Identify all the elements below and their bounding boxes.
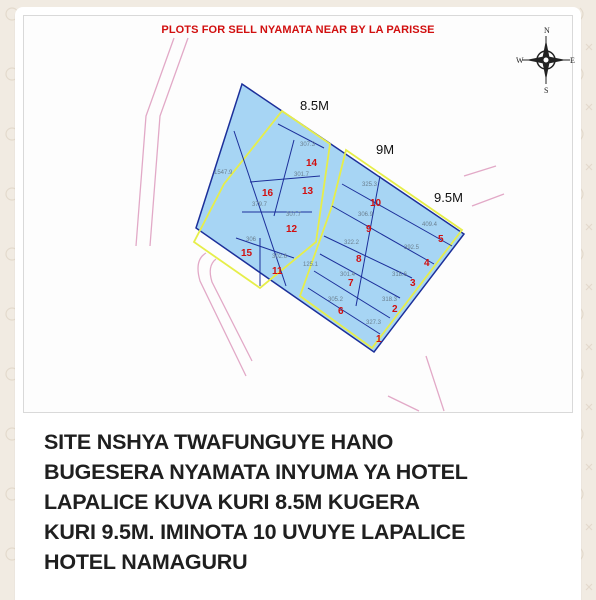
plot-number: 8 <box>356 254 362 265</box>
plot-number: 3 <box>410 278 416 289</box>
plot-area: 301.4 <box>340 272 356 278</box>
plot-number: 14 <box>306 158 318 169</box>
road-line <box>136 38 174 246</box>
plot-area: 306.9 <box>358 212 374 218</box>
road-line <box>426 356 444 411</box>
plot-number: 16 <box>262 188 274 199</box>
plot-number: 1 <box>376 334 382 345</box>
plot-area: 306 <box>246 237 257 243</box>
plot-number: 10 <box>370 198 382 209</box>
plot-number: 4 <box>424 258 430 269</box>
site-plan <box>24 16 575 412</box>
road-line <box>464 166 496 176</box>
message-bubble <box>15 7 581 600</box>
road-width-label: 9M <box>376 142 395 157</box>
compass-n: N <box>544 26 550 35</box>
plot-map-image[interactable] <box>23 15 573 413</box>
road-width-label: 9.5M <box>434 190 463 205</box>
plot-area: 409.4 <box>422 222 438 228</box>
plot-number: 9 <box>366 224 372 235</box>
message-caption <box>44 427 564 577</box>
plot-area: 327.3 <box>366 320 382 326</box>
plot-number: 11 <box>272 266 283 277</box>
plot-number: 7 <box>348 278 354 289</box>
plot-number: 13 <box>302 186 314 197</box>
plot-area: 301.7 <box>294 172 310 178</box>
plot-area: 318.6 <box>392 272 408 278</box>
plot-number: 2 <box>392 304 398 315</box>
road-line <box>150 38 188 246</box>
caption-line: SITE NSHYA TWAFUNGUYE HANO <box>44 430 394 454</box>
plot-number: 6 <box>338 306 344 317</box>
road-width-label: 8.5M <box>300 98 329 113</box>
parcel-area <box>196 84 464 352</box>
plan-title: PLOTS FOR SELL NYAMATA NEAR BY LA PARISSE <box>161 24 435 36</box>
road-line <box>388 396 419 411</box>
plot-area: 322.2 <box>344 240 360 246</box>
plot-area: 379.7 <box>252 202 268 208</box>
plot-number: 5 <box>438 234 444 245</box>
compass-s: S <box>544 86 549 95</box>
plot-area: 302.6 <box>272 254 288 260</box>
compass-w: W <box>516 56 524 65</box>
plot-area: 325.3 <box>362 182 378 188</box>
plot-area: 307.7 <box>286 212 302 218</box>
road-line <box>198 253 246 376</box>
plot-area: 392.5 <box>404 245 420 251</box>
caption-line: BUGESERA NYAMATA INYUMA YA HOTEL <box>44 460 468 484</box>
plot-area: 305.2 <box>328 297 344 303</box>
road-line <box>472 194 504 206</box>
plot-area: 1547.9 <box>214 170 233 176</box>
compass-icon <box>516 26 575 95</box>
caption-line: HOTEL NAMAGURU <box>44 550 248 574</box>
plot-area: 307.3 <box>300 142 316 148</box>
caption-line: KURI 9.5M. IMINOTA 10 UVUYE LAPALICE <box>44 520 466 544</box>
caption-line: LAPALICE KUVA KURI 8.5M KUGERA <box>44 490 420 514</box>
plot-area: 125.1 <box>303 262 319 268</box>
plot-area: 318.3 <box>382 297 398 303</box>
compass-e: E <box>570 56 575 65</box>
plot-number: 12 <box>286 224 298 235</box>
plot-number: 15 <box>241 248 253 259</box>
